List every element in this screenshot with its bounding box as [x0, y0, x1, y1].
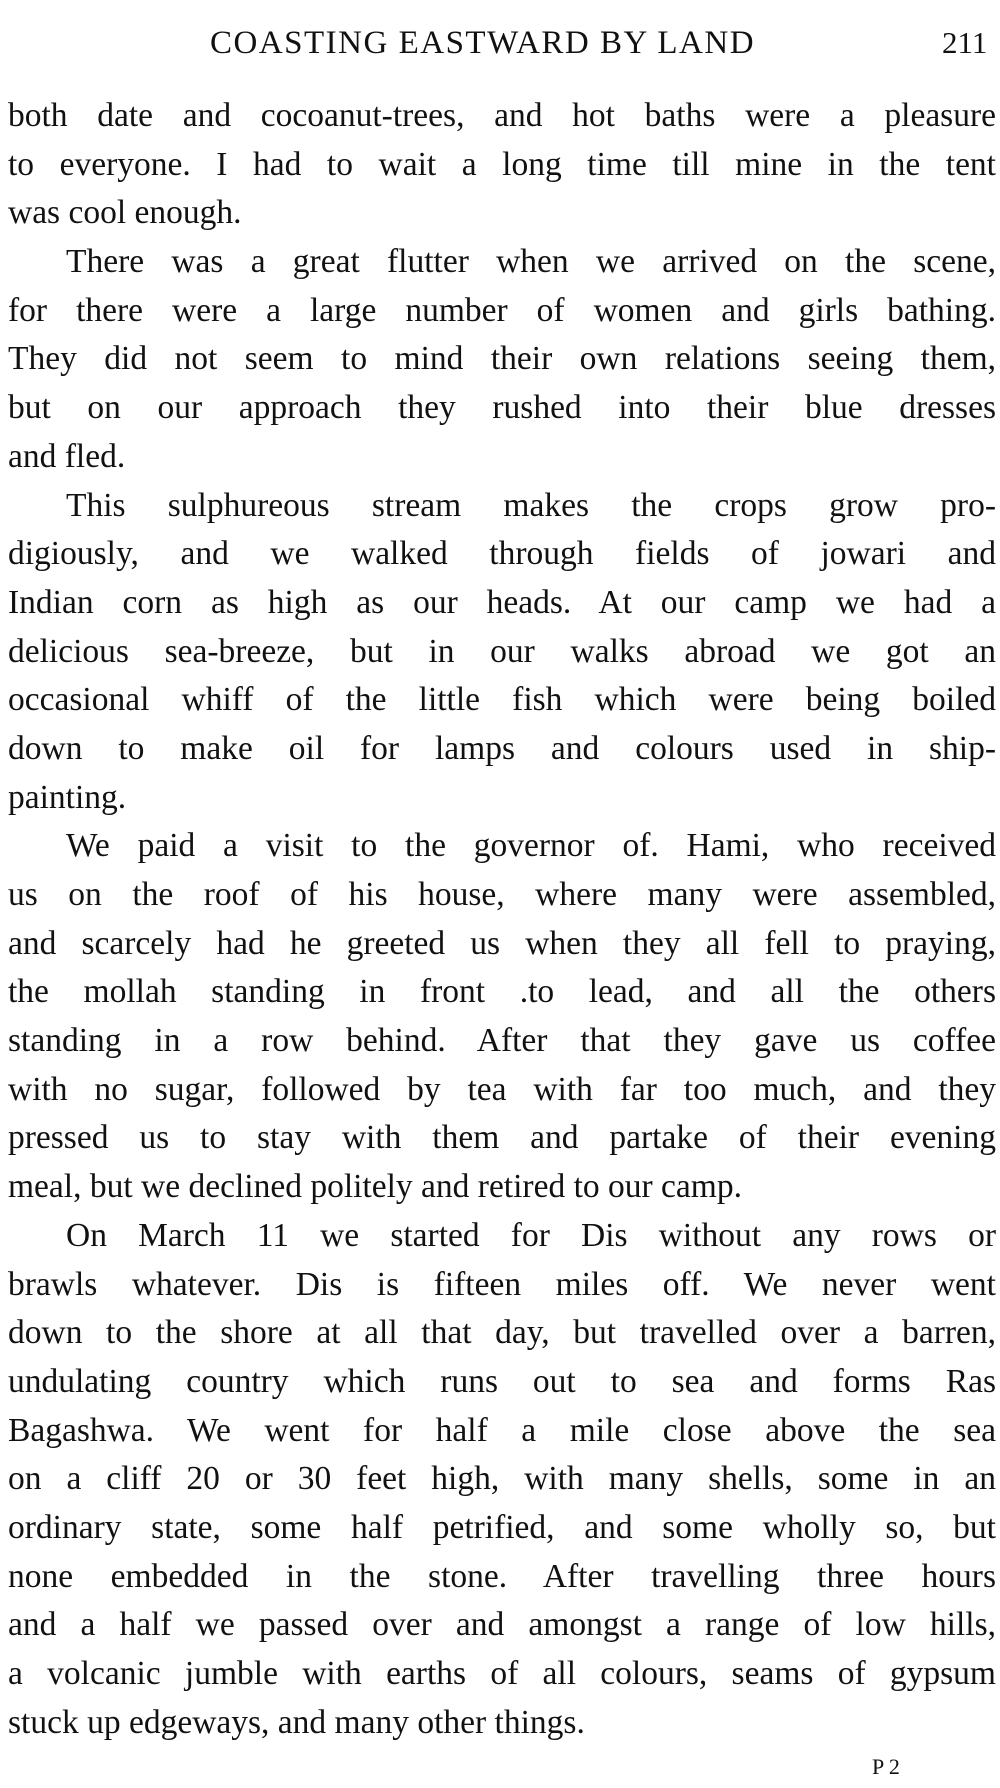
- text-line: occasional whiff of the little fish which were being boiled: [8, 681, 996, 719]
- text-line: and fled.: [8, 437, 126, 475]
- text-line: meal, but we declined politely and retired to our camp.: [8, 1168, 742, 1206]
- text-line: on a cliff 20 or 30 feet high, with many shells, some in an: [8, 1460, 996, 1498]
- paragraph: [8, 822, 996, 1212]
- text-line: stuck up edgeways, and many other things.: [8, 1703, 585, 1741]
- text-line: down to the shore at all that day, but travelled over a barren,: [8, 1314, 996, 1352]
- text-line: a volcanic jumble with earths of all colours, seams of gypsum: [8, 1655, 996, 1692]
- text-line: There was a great flutter when we arrived on the scene,: [66, 243, 996, 281]
- running-head: [0, 18, 1000, 68]
- running-title: COASTING EASTWARD BY LAND: [210, 25, 756, 61]
- text-line: none embedded in the stone. After travelling three hours: [8, 1557, 996, 1595]
- text-line: but on our approach they rushed into their blue dresses: [8, 389, 996, 427]
- text-line: was cool enough.: [8, 194, 242, 232]
- text-line: both date and cocoanut-trees, and hot baths were a pleasure: [8, 97, 996, 134]
- text-line: to everyone. I had to wait a long time till mine in the tent: [8, 145, 996, 183]
- text-line: down to make oil for lamps and colours used in ship-: [8, 729, 996, 767]
- text-line: with no sugar, followed by tea with far too much, and they: [8, 1070, 996, 1108]
- text-line: We paid a visit to the governor of. Hami, who received: [66, 827, 996, 865]
- paragraph: [8, 482, 996, 823]
- text-line: and a half we passed over and amongst a range of low hills,: [8, 1606, 996, 1644]
- text-line: undulating country which runs out to sea and forms Ras: [8, 1362, 996, 1400]
- text-line: This sulphureous stream makes the crops grow pro-: [66, 486, 996, 524]
- text-line: brawls whatever. Dis is fifteen miles off. We never went: [8, 1265, 996, 1303]
- paragraph: [8, 238, 996, 481]
- text-line: Indian corn as high as our heads. At our camp we had a: [8, 583, 996, 621]
- signature-mark: P 2: [872, 1754, 900, 1779]
- paragraph: [8, 1212, 996, 1748]
- text-line: pressed us to stay with them and partake of their evening: [8, 1119, 996, 1157]
- text-line: ordinary state, some half petrified, and some wholly so, but: [8, 1508, 996, 1546]
- text-line: us on the roof of his house, where many were assembled,: [8, 876, 996, 913]
- paragraph: [8, 92, 996, 238]
- text-line: delicious sea-breeze, but in our walks abroad we got an: [8, 632, 996, 670]
- text-line: for there were a large number of women and girls bathing.: [8, 291, 996, 329]
- text-line: Bagashwa. We went for half a mile close above the sea: [8, 1411, 996, 1449]
- text-line: painting.: [8, 778, 127, 816]
- text-line: They did not seem to mind their own relations seeing them,: [8, 340, 996, 378]
- text-line: On March 11 we started for Dis without any rows or: [66, 1216, 996, 1254]
- text-line: the mollah standing in front .to lead, and all the others: [8, 973, 996, 1011]
- text-line: digiously, and we walked through fields of jowari and: [8, 535, 996, 573]
- text-line: and scarcely had he greeted us when they all fell to praying,: [8, 924, 996, 962]
- page-number: 211: [942, 25, 988, 60]
- body-text: [8, 92, 996, 1747]
- text-line: standing in a row behind. After that they gave us coffee: [8, 1022, 996, 1060]
